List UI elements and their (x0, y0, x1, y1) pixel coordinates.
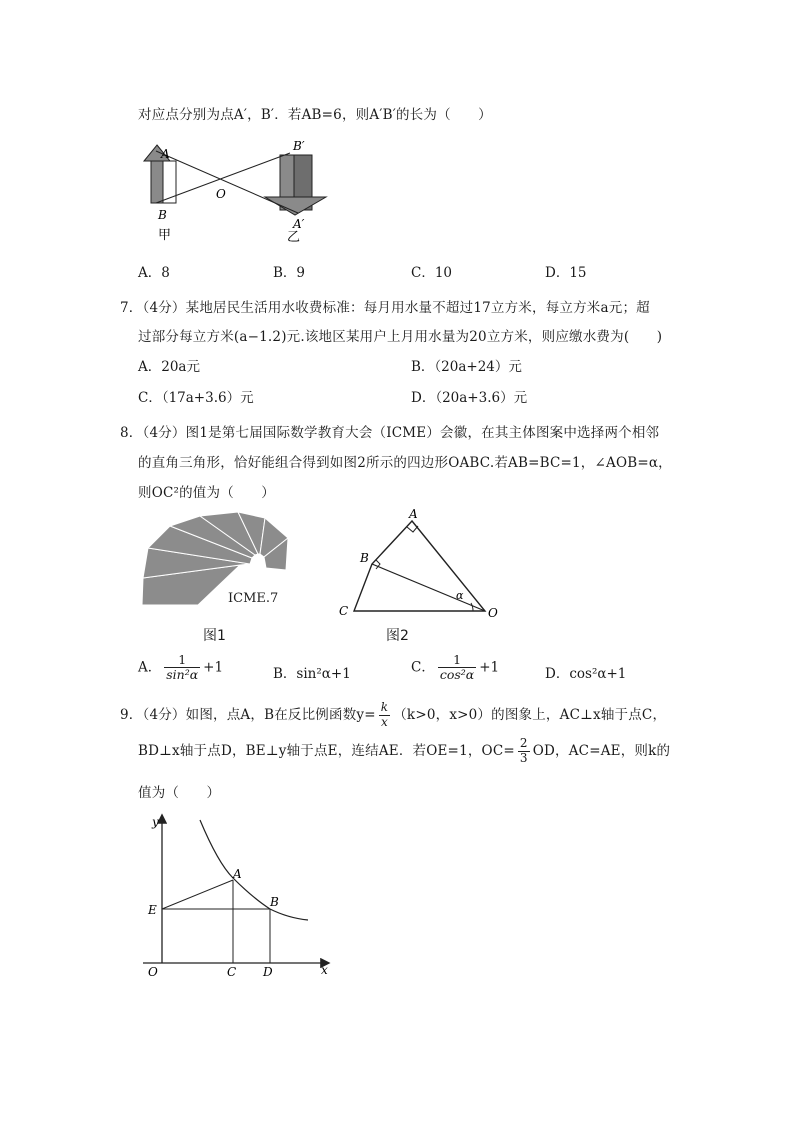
q8-label-B: B (360, 551, 369, 565)
q6-arrow-yi (265, 155, 326, 215)
q8-option-c-num: 1 (438, 653, 476, 668)
q6-figure (130, 135, 350, 250)
q9-label-E: E (148, 903, 157, 917)
q9-segment-EA (162, 880, 233, 909)
q9-line1-a: 9．（4分）如图，点A，B在反比例函数y= (120, 706, 376, 723)
q8-option-a-fraction (164, 653, 200, 683)
q6-line-AA (156, 151, 298, 213)
q9-line2-a: BD⊥x轴于点D，BE⊥y轴于点E，连结AE．若OE=1，OC= (138, 742, 515, 759)
q6-arrow-jia (144, 145, 176, 203)
q7-option-b: B．（20a+24）元 (411, 359, 522, 375)
q9-label-y: y (152, 815, 159, 829)
q7-option-c: C．（17a+3.6）元 (138, 390, 254, 406)
q8-label-O: O (488, 606, 498, 620)
q8-option-b: B．sin²α+1 (273, 666, 351, 682)
q8-figure-1-icme-logo (140, 510, 290, 610)
q6-label-O: O (216, 187, 226, 201)
q6-label-Ap: A′ (293, 217, 305, 231)
q8-option-a-suffix: +1 (203, 659, 224, 676)
q9-frac-num: 2 (519, 736, 528, 750)
q8-quad-outline (354, 521, 485, 611)
q8-icme-label: ICME.7 (228, 591, 279, 606)
q6-label-B: B (158, 208, 167, 222)
q9-frac-den: 3 (519, 750, 528, 765)
q8-option-c-prefix: C． (411, 659, 435, 676)
q9-figure-graph (138, 808, 338, 983)
q8-angle-alpha-arc (471, 603, 473, 611)
q8-option-a-num: 1 (164, 653, 200, 668)
q8-stem-line-1: 8．（4分）图1是第七届国际数学教育大会（ICME）会徽，在其主体图案中选择两个相邻 (120, 425, 660, 441)
q9-label-D: D (263, 965, 273, 979)
q8-label-alpha: α (456, 589, 464, 602)
q8-option-c-den: cos²α (439, 667, 475, 683)
q8-label-C: C (339, 604, 349, 618)
q8-option-c-suffix: +1 (479, 659, 500, 676)
q9-two-thirds (518, 737, 530, 766)
q8-option-c-fraction (438, 653, 476, 683)
q8-option-a (138, 653, 223, 683)
q9-label-C: C (227, 965, 237, 979)
q9-k-over-x (379, 701, 390, 730)
q8-figure-2-quadrilateral (330, 505, 510, 625)
q6-label-A: A (161, 147, 170, 161)
q9-k-num: k (380, 700, 389, 714)
q8-option-d: D．cos²α+1 (545, 666, 627, 682)
q8-stem-line-3: 则OC²的值为（ ） (138, 485, 276, 501)
q6-label-Bp: B′ (293, 139, 305, 153)
q9-stem-line-1 (120, 701, 666, 730)
q6-option-c: C．10 (411, 265, 453, 281)
q9-k-den: x (381, 714, 388, 729)
q7-stem-line-1: 7．（4分）某地居民生活用水收费标准：每月用水量不超过17立方米，每立方米a元；超 (120, 300, 650, 316)
q9-hyperbola (200, 820, 308, 920)
q7-option-d: D．（20a+3.6）元 (411, 390, 528, 406)
q6-stem-line: 对应点分别为点A′，B′．若AB=6，则A′B′的长为（ ） (138, 107, 492, 123)
q8-option-c (411, 653, 499, 683)
q9-label-x: x (321, 963, 328, 977)
q7-option-a: A．20a元 (138, 359, 200, 375)
q8-label-A: A (409, 507, 418, 521)
q8-diagonal-OB (372, 564, 485, 611)
q7-stem-line-2: 过部分每立方米(a−1.2)元.该地区某用户上月用水量为20立方米，则应缴水费为( ) (138, 329, 663, 345)
q6-caption-yi: 乙 (287, 230, 301, 245)
q8-stem-line-2: 的直角三角形，恰好能组合得到如图2所示的四边形OABC.若AB=BC=1，∠AOB=α， (138, 455, 672, 471)
q9-line1-b: （k>0，x>0）的图象上，AC⊥x轴于点C， (393, 706, 667, 723)
q6-option-a: A．8 (138, 265, 170, 281)
q9-line2-b: OD，AC=AE，则k的 (532, 742, 671, 759)
q6-option-d: D．15 (545, 265, 587, 281)
q9-label-B: B (270, 895, 279, 909)
q8-fig1-caption: 图1 (203, 628, 226, 644)
q6-option-b: B．9 (273, 265, 306, 281)
q8-option-a-prefix: A． (138, 659, 162, 676)
q9-stem-line-3: 值为（ ） (138, 785, 221, 801)
q9-stem-line-2 (138, 737, 670, 766)
q8-fig2-caption: 图2 (386, 628, 409, 644)
q9-label-A: A (233, 867, 242, 881)
q9-label-O: O (148, 965, 158, 979)
q8-option-a-den: sin²α (166, 667, 199, 683)
q6-caption-jia: 甲 (158, 228, 172, 243)
